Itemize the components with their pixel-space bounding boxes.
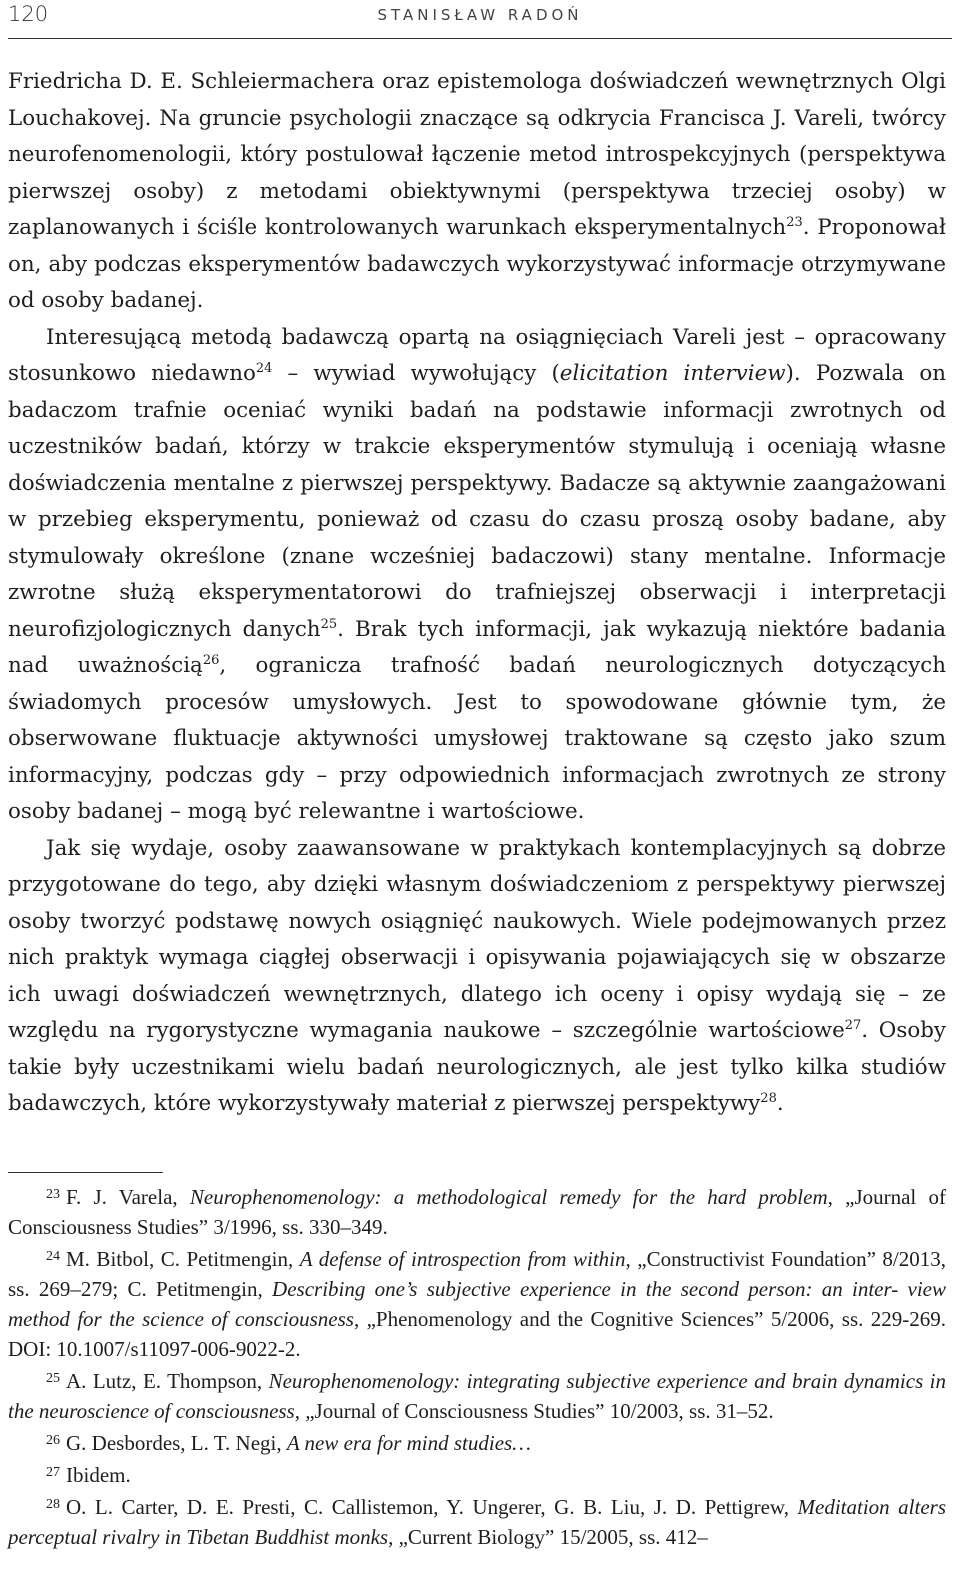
text-run: Jak się wydaje, osoby zaawansowane w praktykach kontemplacyjnych są dobrze przygotowane do tego, aby dzięki własnym doświadczeniom z perspektywy pierwszej osoby tworzyć podstawę nowych osiągnięć naukowych. Wiele podejmowanych przez nich praktyk wymaga ciągłej obserwacji i opisywania pojawiających się w obszarze ich uwagi doświadczeń wewnętrznych, dlatego ich oceny i opisy wydają się – ze względu na rygorystyczne wymagania naukowe – szczególnie wartościowe	[8, 835, 946, 1043]
text-run: . Proponował on, aby podczas eksperymentów badawczych wykorzystywać informacje otrzymywane od osoby badanej.	[8, 215, 946, 313]
page-number: 120	[8, 2, 49, 26]
footnote-number: 26	[46, 1433, 60, 1448]
footnote-reference: 26	[202, 652, 220, 668]
italic-text: elicitation interview	[559, 361, 786, 386]
footnote	[8, 1180, 946, 1242]
body-text	[8, 64, 946, 1123]
footnote-reference: 23	[786, 214, 803, 230]
footnote-reference: 27	[844, 1017, 862, 1033]
text-run: M. Bitbol, C. Petitmengin,	[66, 1247, 300, 1271]
text-run: , „Phenomenology and the Cognitive Sciences” 5/2006, ss. 229-269. DOI: 10.1007/s11097-006-9022-2.	[8, 1307, 946, 1361]
italic-text: Meditation alters perceptual rivalry in Tibetan Buddhist monks	[8, 1495, 946, 1549]
text-run: , „Current Biology” 15/2005, ss. 412–	[388, 1525, 708, 1549]
footnotes	[8, 1180, 946, 1552]
text-run: ). Pozwala on badaczom trafnie oceniać wyniki badań na podstawie informacji zwrotnych od uczestników badań, którzy w trakcie eksperymentów stymulują i oceniają własne doświadczenia mentalne z pierwszej perspektywy. Badacze są aktywnie zaangażowani w przebieg eksperymentu, ponieważ od czasu do czasu proszą osoby badane, aby stymulowały określone (znane wcześniej badaczowi) stany mentalne. Informacje zwrotne służą eksperymentatorowi do trafniejszej obserwacji i interpretacji neurofizjologicznych danych	[8, 361, 946, 642]
italic-text: Describing one’s subjective experience in the second person: an inter- view method for the science of consciousness	[8, 1277, 946, 1331]
running-head: STANISŁAW RADOŃ	[377, 6, 583, 24]
text-run: G. Desbordes, L. T. Negi,	[66, 1431, 287, 1455]
paragraph	[8, 64, 946, 320]
text-run: F. J. Varela,	[66, 1185, 190, 1209]
text-run: , „Journal of Consciousness Studies” 3/1996, ss. 330–349.	[8, 1185, 946, 1239]
footnote-reference: 28	[760, 1090, 777, 1106]
italic-text: Neurophenomenology: integrating subjective experience and brain dynamics in the neuroscience of consciousness	[8, 1369, 946, 1423]
footnote	[8, 1426, 946, 1458]
text-run: . Brak tych informacji, jak wykazują niektóre badania nad uważnością	[8, 616, 946, 678]
footnote-number: 27	[46, 1465, 60, 1480]
paragraph	[8, 831, 946, 1123]
text-run: , „Constructivist Foundation” 8/2013, ss. 269–279; C. Petitmengin,	[8, 1247, 947, 1301]
footnote-number: 23	[46, 1187, 60, 1202]
italic-text: A new era for mind studies…	[286, 1431, 531, 1455]
footnote-separator	[8, 1172, 163, 1173]
italic-text: A defense of introspection from within	[299, 1247, 626, 1271]
footnote-reference: 25	[320, 616, 338, 632]
footnote-number: 28	[46, 1497, 60, 1512]
text-run: .	[776, 1091, 784, 1116]
text-run: , „Journal of Consciousness Studies” 10/2003, ss. 31–52.	[294, 1399, 774, 1423]
footnote	[8, 1364, 946, 1426]
footnote	[8, 1458, 946, 1490]
text-run: A. Lutz, E. Thompson,	[66, 1369, 269, 1393]
text-run: Ibidem.	[66, 1463, 131, 1487]
footnote-number: 25	[46, 1371, 60, 1386]
italic-text: Neurophenomenology: a methodological remedy for the hard problem	[189, 1185, 828, 1209]
text-run: . Osoby takie były uczestnikami wielu badań neurologicznych, ale jest tylko kilka studiów badawczych, które wykorzystywały materiał z pierwszej perspektywy	[8, 1018, 946, 1116]
page-header	[8, 0, 952, 39]
text-run: , ogranicza trafność badań neurologicznych dotyczących świadomych procesów umysłowych. Jest to spowodowane głównie tym, że obserwowane fluktuacje aktywności umysłowej traktowane są często jako szum informacyjny, podczas gdy – przy odpowiednich informacjach zwrotnych ze strony osoby badanej – mogą być relewantne i wartościowe.	[8, 653, 947, 824]
text-run: Interesującą metodą badawczą opartą na osiągnięciach Vareli jest – opracowany stosunkowo niedawno	[8, 324, 946, 386]
paragraph	[8, 320, 946, 831]
footnote-number: 24	[46, 1249, 60, 1264]
footnote-reference: 24	[255, 360, 273, 376]
footnote	[8, 1490, 946, 1552]
footnote	[8, 1242, 946, 1364]
text-run: – wywiad wywołujący (	[272, 361, 560, 386]
text-run: O. L. Carter, D. E. Presti, C. Callistemon, Y. Ungerer, G. B. Liu, J. D. Pettigrew,	[66, 1495, 798, 1519]
text-run: Friedricha D. E. Schleiermachera oraz epistemologa doświadczeń wewnętrznych Olgi Louchakovej. Na gruncie psychologii znaczące są odkrycia Francisca J. Vareli, twórcy neurofenomenologii, który postulował łączenie metod introspekcyjnych (perspektywa pierwszej osoby) z metodami obiektywnymi (perspektywa trzeciej osoby) w zaplanowanych i ściśle kontrolowanych warunkach eksperymentalnych	[8, 69, 946, 240]
